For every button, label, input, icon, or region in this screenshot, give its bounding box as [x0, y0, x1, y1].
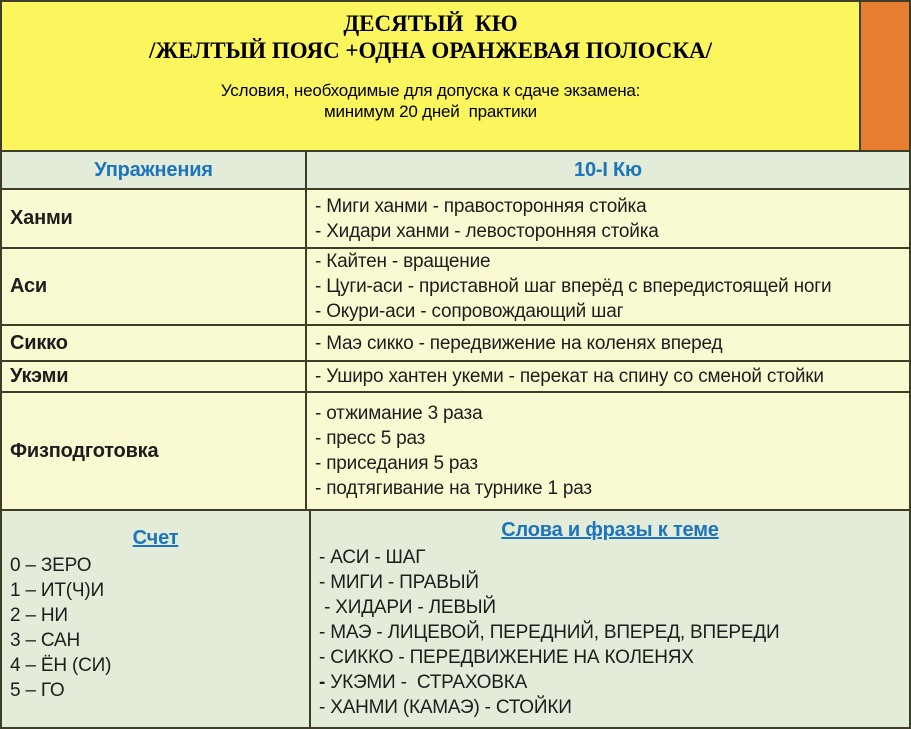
cell-line: - Уширо хантен укеми - перекат на спину со сменой стойки	[315, 366, 824, 387]
row-label-fizpodgotovka: Физподготовка	[2, 393, 307, 509]
vocabulary-section	[2, 511, 909, 727]
cell-line: - отжимание 3 раза	[315, 403, 483, 424]
row-content-fizpodgotovka	[307, 393, 909, 509]
count-item: 0 – ЗЕРО	[10, 555, 92, 576]
count-column	[2, 511, 311, 727]
count-item: 3 – САН	[10, 630, 80, 651]
words-item: - ХАНМИ (КАМАЭ) - СТОЙКИ	[319, 697, 572, 718]
count-list	[2, 553, 309, 703]
row-label-asi: Аси	[2, 249, 307, 324]
cell-line: - Маэ сикко - передвижение на коленях вперед	[315, 332, 723, 354]
title-block	[2, 2, 859, 150]
row-label-hanmi: Ханми	[2, 190, 307, 247]
words-item: - УКЭМИ - СТРАХОВКА	[319, 672, 528, 693]
title-header	[2, 2, 909, 152]
table-header-row	[2, 152, 909, 190]
cell-line: - Кайтен - вращение	[315, 251, 491, 272]
row-content-hanmi	[307, 190, 909, 247]
count-item: 1 – ИТ(Ч)И	[10, 580, 104, 601]
cell-line: - подтягивание на турнике 1 раз	[315, 478, 592, 499]
exam-conditions-line1: Условия, необходимые для допуска к сдаче экзамена:	[220, 81, 641, 100]
page-title-line2: /ЖЕЛТЫЙ ПОЯС +ОДНА ОРАНЖЕВАЯ ПОЛОСКА/	[148, 38, 713, 63]
table-row	[2, 362, 909, 393]
words-item: - МИГИ - ПРАВЫЙ	[319, 572, 479, 593]
row-content-asi	[307, 249, 909, 324]
words-item: - ХИДАРИ - ЛЕВЫЙ	[319, 597, 496, 618]
count-item: 4 – ЁН (СИ)	[10, 655, 112, 676]
exam-conditions-line2: минимум 20 дней практики	[324, 102, 537, 121]
words-list	[311, 545, 909, 720]
row-content-sikko	[307, 326, 909, 360]
cell-line: - Хидари ханми - левосторонняя стойка	[315, 220, 659, 242]
count-item: 5 – ГО	[10, 680, 65, 701]
cell-line: - приседания 5 раз	[315, 453, 478, 474]
count-title: Счет	[132, 527, 179, 549]
orange-belt-stripe	[859, 2, 909, 150]
row-content-ukemi	[307, 362, 909, 391]
words-column	[311, 511, 909, 727]
column-header-kyu: 10-I Кю	[574, 158, 642, 181]
words-title: Слова и фразы к теме	[501, 519, 719, 541]
cell-line: - Окури-аси - сопровождающий шаг	[315, 301, 624, 322]
words-item: - МАЭ - ЛИЦЕВОЙ, ПЕРЕДНИЙ, ВПЕРЕД, ВПЕРЕДИ	[319, 622, 780, 643]
table-row	[2, 326, 909, 362]
row-label-sikko: Сикко	[2, 326, 307, 360]
count-item: 2 – НИ	[10, 605, 68, 626]
cell-line: - пресс 5 раз	[315, 428, 426, 449]
table-row	[2, 249, 909, 326]
cell-line: - Миги ханми - правосторонняя стойка	[315, 195, 647, 217]
table-row	[2, 190, 909, 249]
table-row	[2, 393, 909, 511]
row-label-ukemi: Укэми	[2, 362, 307, 391]
words-item: - АСИ - ШАГ	[319, 547, 426, 568]
cell-line: - Цуги-аси - приставной шаг вперёд с впередистоящей ноги	[315, 276, 832, 297]
words-item: - СИККО - ПЕРЕДВИЖЕНИЕ НА КОЛЕНЯХ	[319, 647, 694, 668]
column-header-exercises: Упражнения	[2, 152, 307, 188]
page-title-line1: ДЕСЯТЫЙ КЮ	[343, 11, 518, 36]
